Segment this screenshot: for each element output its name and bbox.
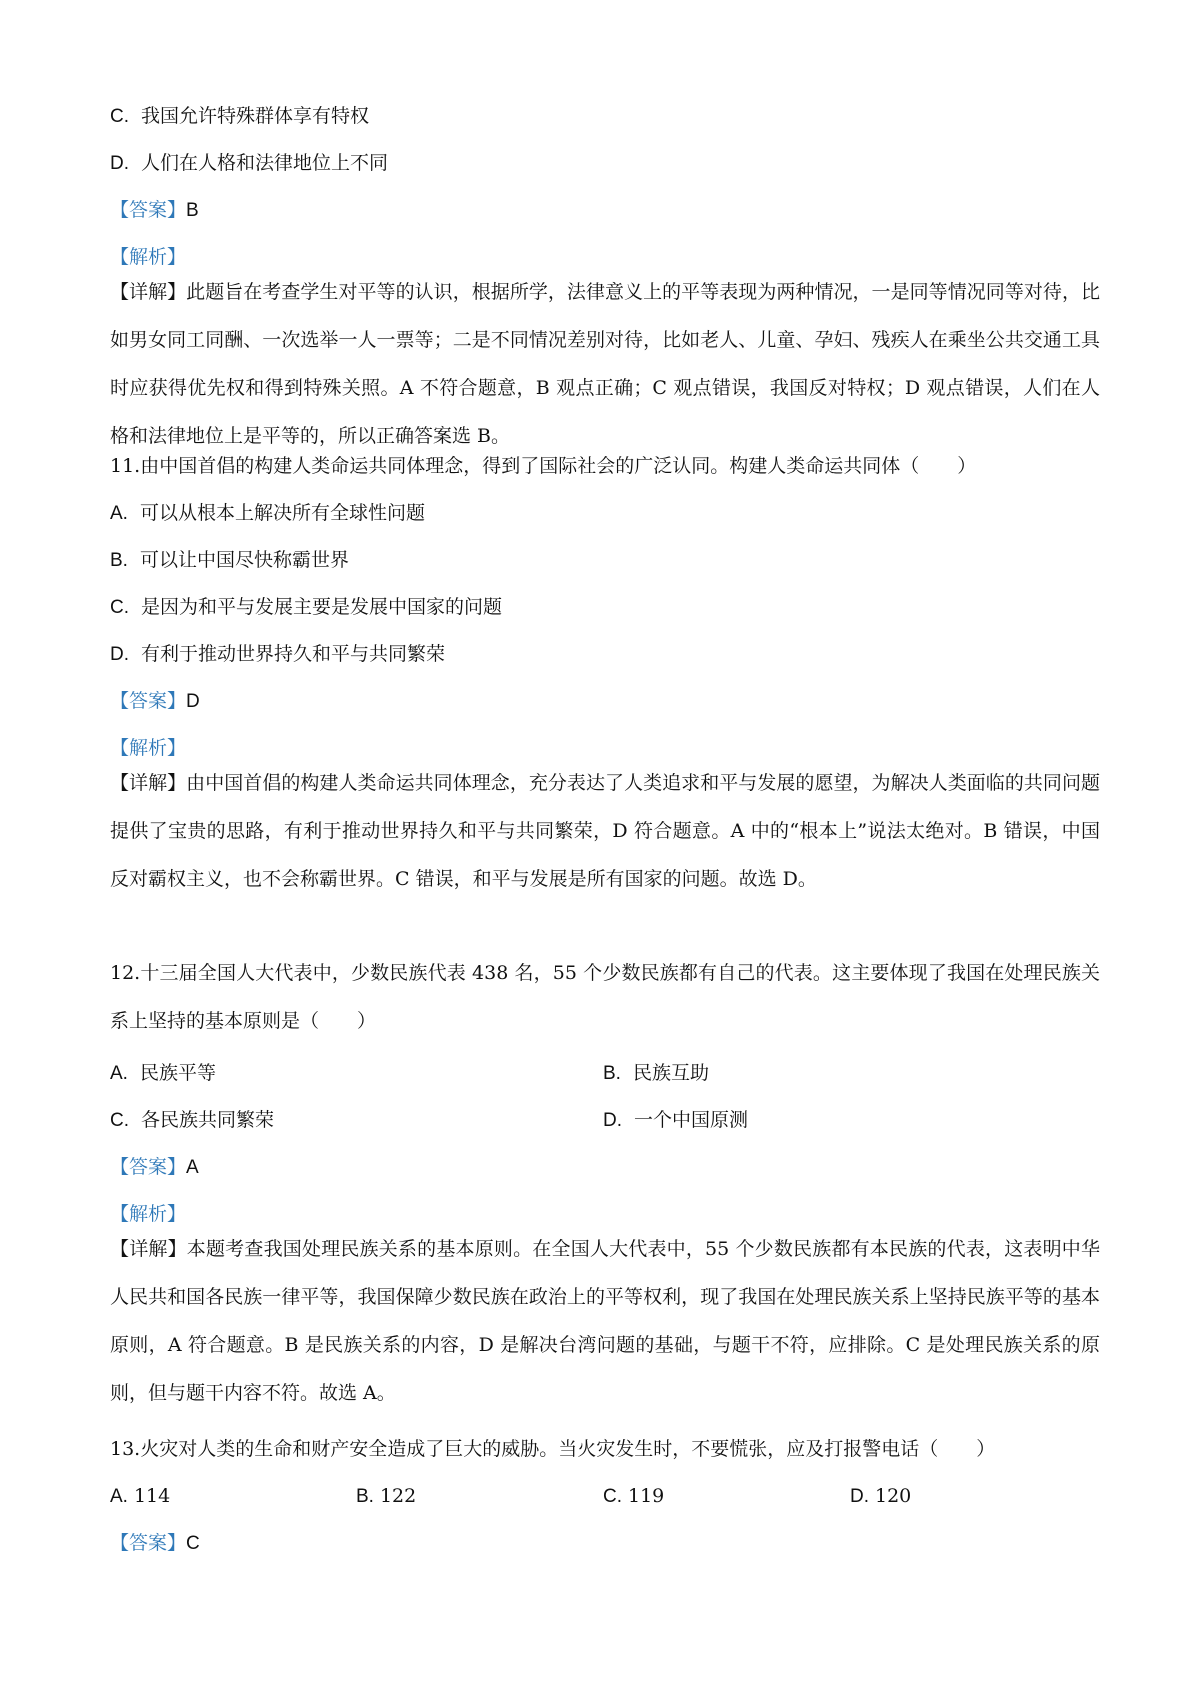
option-label: C.	[110, 597, 129, 618]
option-label: D.	[850, 1486, 869, 1507]
option-label: C.	[603, 1486, 622, 1507]
option-label: A.	[110, 1486, 128, 1507]
option-label: C.	[110, 1110, 129, 1131]
option-label: B.	[110, 550, 128, 571]
q10-option-c	[110, 104, 1100, 129]
option-label: B.	[603, 1063, 621, 1084]
q12-analysis-tag	[110, 1202, 1100, 1226]
q11-answer	[110, 689, 1100, 714]
option-label: D.	[110, 644, 129, 665]
option-text: 我国允许特殊群体享有特权	[141, 105, 370, 127]
answer-tag: 【答案】	[110, 1156, 187, 1178]
analysis-tag: 【解析】	[110, 737, 187, 759]
q12-answer	[110, 1155, 1100, 1180]
option-label: A.	[110, 503, 128, 524]
option-text: 119	[628, 1485, 665, 1507]
q13-option-a	[110, 1484, 170, 1509]
option-label: D.	[603, 1110, 622, 1131]
analysis-tag: 【解析】	[110, 246, 187, 268]
q12-option-c	[110, 1108, 274, 1133]
option-label: D.	[110, 153, 129, 174]
analysis-tag: 【解析】	[110, 1203, 187, 1225]
option-text: 有利于推动世界持久和平与共同繁荣	[141, 643, 446, 665]
q10-analysis-tag	[110, 245, 1100, 269]
q13-option-b	[356, 1484, 416, 1509]
q11-option-b	[110, 548, 1100, 573]
q13-answer	[110, 1531, 1100, 1556]
option-label: A.	[110, 1063, 128, 1084]
q11-stem: 11.由中国首倡的构建人类命运共同体理念，得到了国际社会的广泛认同。构建人类命运共同体（ ）	[110, 455, 977, 477]
q13-stem: 13.火灾对人类的生命和财产安全造成了巨大的威胁。当火灾发生时，不要慌张，应及打报警电话（ ）	[110, 1438, 996, 1460]
option-text: 民族平等	[140, 1062, 217, 1084]
q13-option-d	[850, 1484, 911, 1509]
q12-stem: 12.十三届全国人大代表中，少数民族代表 438 名，55 个少数民族都有自己的代表。这主要体现了我国在处理民族关系上坚持的基本原则是（ ）	[110, 962, 1100, 1032]
q11-detail: 【详解】由中国首倡的构建人类命运共同体理念，充分表达了人类追求和平与发展的愿望，为解决人类面临的共同问题提供了宝贵的思路，有利于推动世界持久和平与共同繁荣，D 符合题意。A 中的“根本上”说法太绝对。B 错误，中国反对霸权主义，也不会称霸世界。C 错误，和平与发展是所有国家的问题。故选 D。	[110, 772, 1100, 890]
answer-value: D	[186, 691, 200, 712]
q12-option-b	[603, 1061, 709, 1086]
q10-detail: 【详解】此题旨在考查学生对平等的认识，根据所学，法律意义上的平等表现为两种情况，一是同等情况同等对待，比如男女同工同酬、一次选举一人一票等；二是不同情况差别对待，比如老人、儿童、孕妇、残疾人在乘坐公共交通工具时应获得优先权和得到特殊关照。A 不符合题意，B 观点正确；C 观点错误，我国反对特权；D 观点错误，人们在人格和法律地位上是平等的，所以正确答案选 B。	[110, 281, 1100, 447]
option-text: 人们在人格和法律地位上不同	[141, 152, 389, 174]
q12-detail: 【详解】本题考查我国处理民族关系的基本原则。在全国人大代表中，55 个少数民族都有本民族的代表，这表明中华人民共和国各民族一律平等，我国保障少数民族在政治上的平等权利，现了我国在处理民族关系上坚持民族平等的基本原则，A 符合题意。B 是民族关系的内容，D 是解决台湾问题的基础，与题干不符，应排除。C 是处理民族关系的原则，但与题干内容不符。故选 A。	[110, 1238, 1100, 1404]
q13-option-c	[603, 1484, 664, 1509]
q11-analysis-tag	[110, 736, 1100, 760]
answer-value: B	[186, 200, 199, 221]
q11-option-a	[110, 501, 1100, 526]
option-text: 是因为和平与发展主要是发展中国家的问题	[141, 596, 503, 618]
q11-option-c	[110, 595, 1100, 620]
option-text: 可以从根本上解决所有全球性问题	[140, 502, 426, 524]
option-text: 114	[133, 1485, 171, 1507]
option-text: 122	[379, 1485, 417, 1507]
answer-value: C	[186, 1533, 200, 1554]
option-label: B.	[356, 1486, 374, 1507]
answer-tag: 【答案】	[110, 690, 187, 712]
q10-answer	[110, 198, 1100, 223]
answer-tag: 【答案】	[110, 1532, 187, 1554]
q11-option-d	[110, 642, 1100, 667]
option-text: 民族互助	[633, 1062, 710, 1084]
q12-option-d	[603, 1108, 748, 1133]
option-text: 可以让中国尽快称霸世界	[140, 549, 350, 571]
answer-value: A	[186, 1157, 199, 1178]
q12-option-a	[110, 1061, 216, 1086]
option-text: 一个中国原测	[634, 1109, 749, 1131]
option-text: 各民族共同繁荣	[141, 1109, 275, 1131]
option-label: C.	[110, 106, 129, 127]
q10-option-d	[110, 151, 1100, 176]
answer-tag: 【答案】	[110, 199, 187, 221]
option-text: 120	[875, 1485, 912, 1507]
